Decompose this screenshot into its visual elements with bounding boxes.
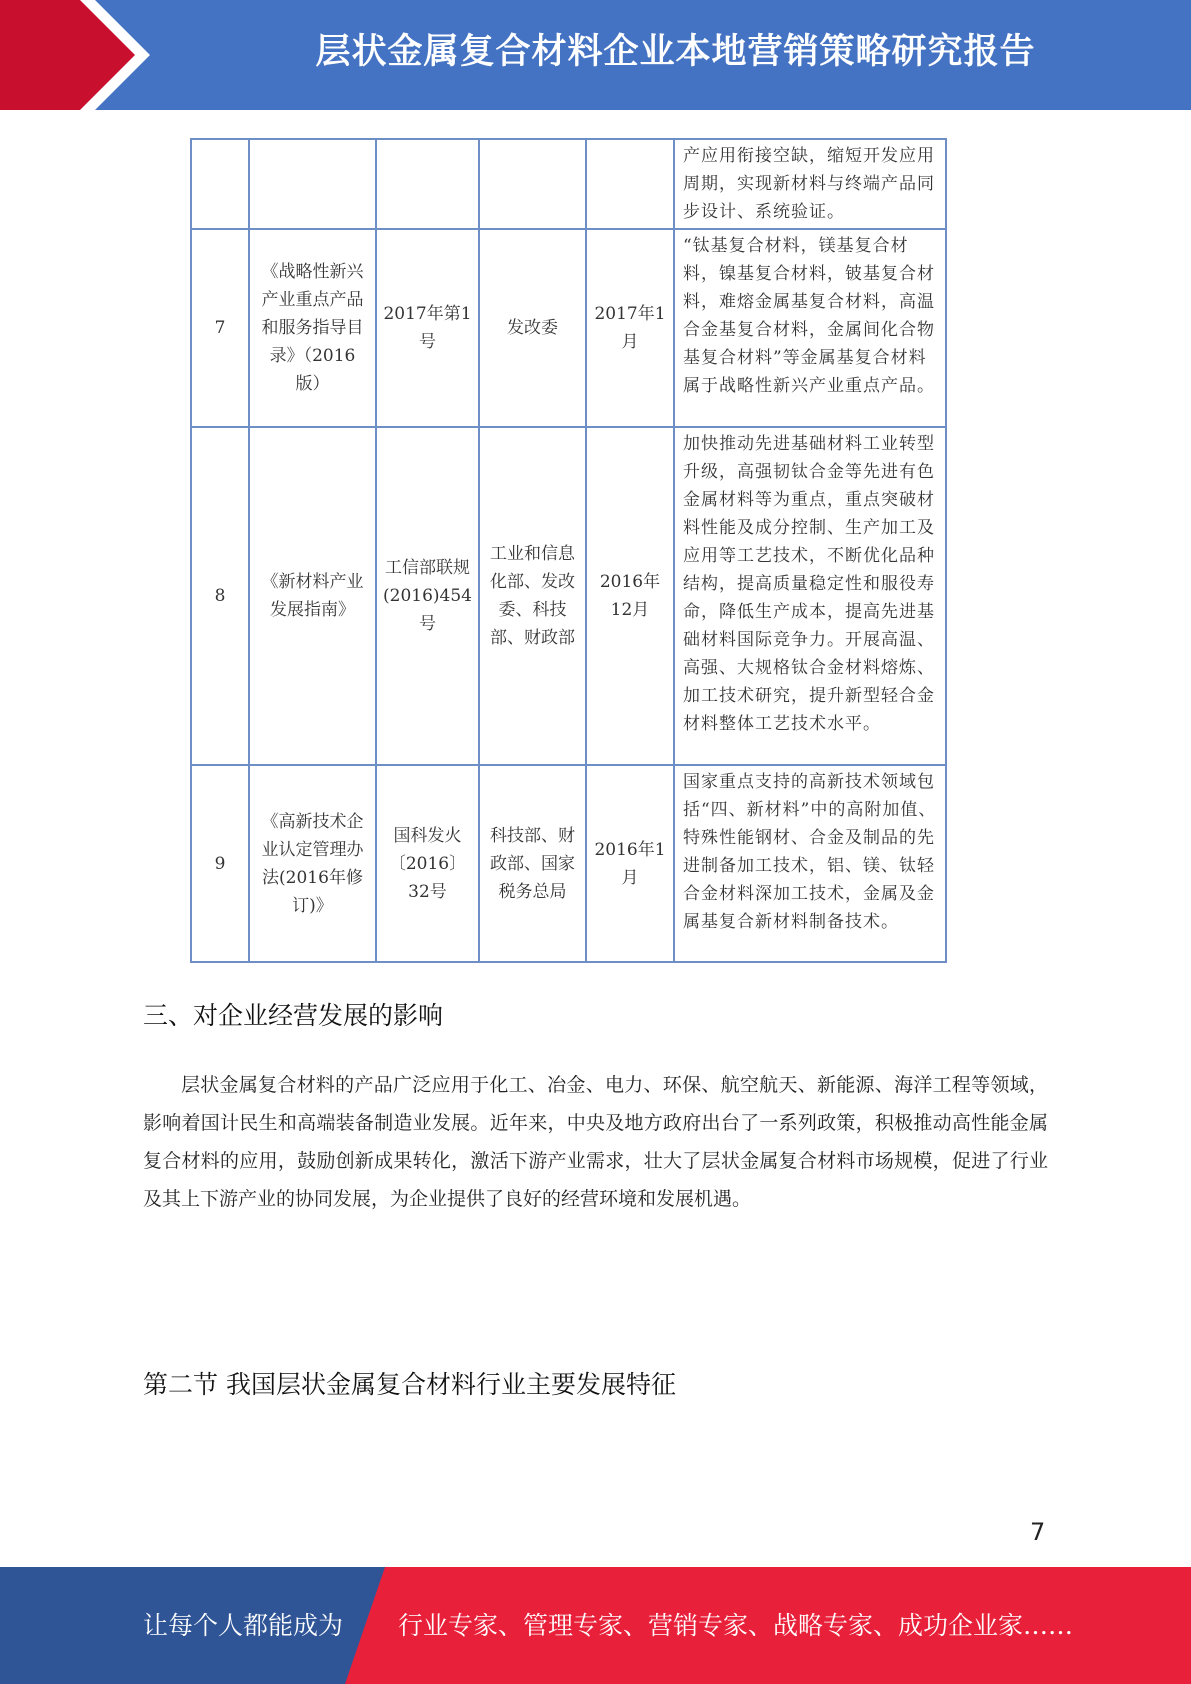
issuing-authority: [479, 139, 586, 229]
document-number: 2017年第1号: [376, 229, 479, 427]
chapter-heading: 第二节 我国层状金属复合材料行业主要发展特征: [143, 1370, 676, 1399]
footer-slogan-left: 让每个人都能成为: [143, 1611, 344, 1640]
row-number: 7: [191, 229, 249, 427]
document-number: 工信部联规(2016)454号: [376, 427, 479, 765]
policy-table: [190, 138, 947, 963]
policy-name: [249, 139, 376, 229]
policy-name: 《新材料产业发展指南》: [249, 427, 376, 765]
row-number: 9: [191, 765, 249, 962]
issuing-authority: 科技部、财政部、国家税务总局: [479, 765, 586, 962]
policy-content: “钛基复合材料，镁基复合材料，镍基复合材料，铍基复合材料，难熔金属基复合材料，高温合金基复合材料，金属间化合物基复合材料”等金属基复合材料属于战略性新兴产业重点产品。: [674, 229, 946, 427]
section-heading: 三、对企业经营发展的影响: [143, 1001, 444, 1030]
issue-date: 2016年1月: [586, 765, 674, 962]
policy-content: 加快推动先进基础材料工业转型升级，高强韧钛合金等先进有色金属材料等为重点，重点突破材料性能及成分控制、生产加工及应用等工艺技术，不断优化品种结构，提高质量稳定性和服役寿命，降低生产成本，提高先进基础材料国际竞争力。开展高温、高强、大规格钛合金材料熔炼、加工技术研究，提升新型轻合金材料整体工艺技术水平。: [674, 427, 946, 765]
row-number: [191, 139, 249, 229]
issue-date: 2017年1月: [586, 229, 674, 427]
header-banner: [0, 0, 1191, 110]
table-row: [191, 229, 946, 427]
policy-content: 国家重点支持的高新技术领域包括“四、新材料”中的高附加值、特殊性能钢材、合金及制品的先进制备加工技术，铝、镁、钛轻合金材料深加工技术，金属及金属基复合新材料制备技术。: [674, 765, 946, 962]
footer-banner: [0, 1567, 1191, 1684]
table-row: [191, 427, 946, 765]
report-title: 层状金属复合材料企业本地营销策略研究报告: [315, 32, 1036, 72]
issuing-authority: 工业和信息化部、发改委、科技部、财政部: [479, 427, 586, 765]
page-number: 7: [1030, 1518, 1046, 1546]
red-chevron-icon: [0, 0, 150, 110]
policy-name: 《战略性新兴产业重点产品和服务指导目录》（2016版）: [249, 229, 376, 427]
issuing-authority: 发改委: [479, 229, 586, 427]
body-paragraph: 层状金属复合材料的产品广泛应用于化工、冶金、电力、环保、航空航天、新能源、海洋工程等领域，影响着国计民生和高端装备制造业发展。近年来，中央及地方政府出台了一系列政策，积极推动高性能金属复合材料的应用，鼓励创新成果转化，激活下游产业需求，壮大了层状金属复合材料市场规模，促进了行业及其上下游产业的协同发展，为企业提供了良好的经营环境和发展机遇。: [143, 1074, 1048, 1210]
row-number: 8: [191, 427, 249, 765]
table-row: [191, 765, 946, 962]
document-number: [376, 139, 479, 229]
table-row: [191, 139, 946, 229]
document-number: 国科发火〔2016〕32号: [376, 765, 479, 962]
issue-date: [586, 139, 674, 229]
issue-date: 2016年12月: [586, 427, 674, 765]
footer-slogan-right: 行业专家、管理专家、营销专家、战略专家、成功企业家……: [398, 1611, 1074, 1640]
policy-content: 产应用衔接空缺，缩短开发应用周期，实现新材料与终端产品同步设计、系统验证。: [674, 139, 946, 229]
policy-name: 《高新技术企业认定管理办法(2016年修订)》: [249, 765, 376, 962]
